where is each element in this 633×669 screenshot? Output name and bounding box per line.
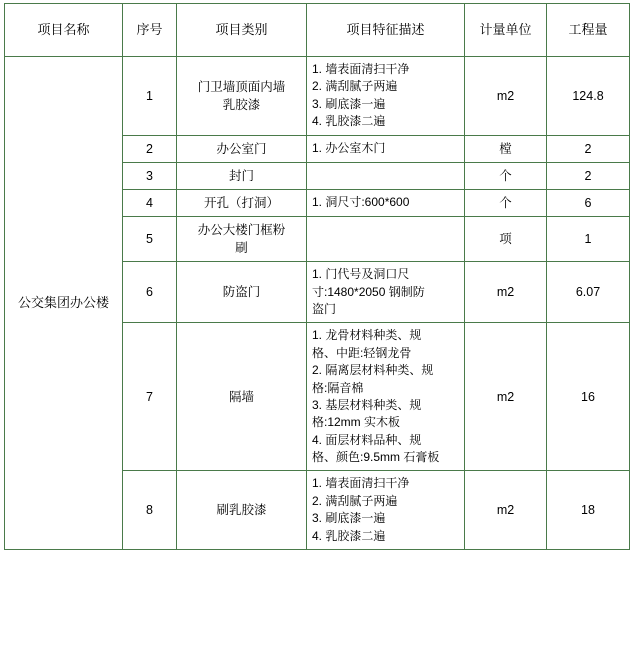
seq-cell: 4 [123, 189, 177, 216]
quantity-cell: 2 [547, 135, 630, 162]
description-line: 寸:1480*2050 钢制防 [312, 284, 425, 299]
unit-cell: m2 [465, 323, 547, 471]
description-line: 格:隔音棉 [312, 380, 364, 395]
unit-cell: m2 [465, 57, 547, 136]
description-cell [307, 262, 465, 323]
header-unit: 计量单位 [465, 4, 547, 57]
header-quantity: 工程量 [547, 4, 630, 57]
description-line: 格、中距:轻钢龙骨 [312, 345, 412, 360]
table-row [5, 57, 630, 136]
category-line: 刷乳胶漆 [216, 503, 267, 518]
table-body [5, 57, 630, 550]
description-cell [307, 216, 465, 261]
description-line: 1. 门代号及洞口尺 [312, 267, 410, 282]
description-line: 4. 乳胶漆二遍 [312, 528, 386, 543]
description-line: 4. 乳胶漆二遍 [312, 114, 386, 129]
category-cell [177, 135, 307, 162]
seq-cell: 3 [123, 162, 177, 189]
quantity-cell: 18 [547, 471, 630, 550]
category-line: 乳胶漆 [222, 97, 261, 112]
unit-cell: 个 [465, 189, 547, 216]
seq-cell: 2 [123, 135, 177, 162]
unit-cell: m2 [465, 262, 547, 323]
description-line: 格:12mm 实木板 [312, 415, 401, 430]
document-page [0, 3, 633, 669]
seq-cell: 1 [123, 57, 177, 136]
category-cell [177, 189, 307, 216]
description-line: 2. 满刮腻子两遍 [312, 79, 398, 94]
description-line: 1. 办公室木门 [312, 140, 386, 155]
unit-cell: 项 [465, 216, 547, 261]
header-seq: 序号 [123, 4, 177, 57]
quantity-cell: 6.07 [547, 262, 630, 323]
description-cell [307, 323, 465, 471]
description-cell [307, 471, 465, 550]
description-line: 盗门 [312, 301, 337, 316]
header-project-name: 项目名称 [5, 4, 123, 57]
description-line: 2. 满刮腻子两遍 [312, 493, 398, 508]
bill-of-quantities-table [4, 3, 630, 550]
header-category: 项目类别 [177, 4, 307, 57]
description-line: 3. 刷底漆一遍 [312, 96, 386, 111]
seq-cell: 5 [123, 216, 177, 261]
table-header-row [5, 4, 630, 57]
description-cell [307, 189, 465, 216]
category-line: 办公大楼门框粉 [197, 222, 286, 237]
category-line: 刷 [235, 241, 248, 256]
category-line: 开孔（打洞） [203, 195, 279, 210]
description-cell [307, 57, 465, 136]
category-cell [177, 323, 307, 471]
category-line: 办公室门 [216, 141, 267, 156]
category-cell [177, 216, 307, 261]
seq-cell: 7 [123, 323, 177, 471]
quantity-cell: 1 [547, 216, 630, 261]
category-line: 封门 [228, 168, 254, 183]
description-line: 3. 刷底漆一遍 [312, 511, 386, 526]
seq-cell: 6 [123, 262, 177, 323]
description-line: 1. 墙表面清扫干净 [312, 476, 410, 491]
description-line: 1. 洞尺寸:600*600 [312, 195, 410, 210]
description-line: 1. 墙表面清扫干净 [312, 62, 410, 76]
description-line: 3. 基层材料种类、规 [312, 397, 422, 412]
category-line: 隔墙 [228, 389, 254, 404]
seq-cell: 8 [123, 471, 177, 550]
description-cell [307, 135, 465, 162]
category-cell [177, 57, 307, 136]
quantity-cell: 6 [547, 189, 630, 216]
unit-cell: m2 [465, 471, 547, 550]
quantity-cell: 16 [547, 323, 630, 471]
quantity-cell: 2 [547, 162, 630, 189]
description-line: 1. 龙骨材料种类、规 [312, 328, 422, 343]
project-name-cell: 公交集团办公楼 [5, 57, 123, 550]
description-cell [307, 162, 465, 189]
category-cell [177, 471, 307, 550]
header-description: 项目特征描述 [307, 4, 465, 57]
unit-cell: 个 [465, 162, 547, 189]
description-line: 2. 隔离层材料种类、规 [312, 363, 434, 378]
description-line: 4. 面层材料品种、规 [312, 432, 422, 447]
category-line: 门卫墙顶面内墙 [197, 79, 286, 94]
description-line: 格、颜色:9.5mm 石膏板 [312, 450, 440, 465]
category-line: 防盗门 [222, 285, 261, 300]
category-cell [177, 262, 307, 323]
quantity-cell: 124.8 [547, 57, 630, 136]
unit-cell: 樘 [465, 135, 547, 162]
category-cell [177, 162, 307, 189]
